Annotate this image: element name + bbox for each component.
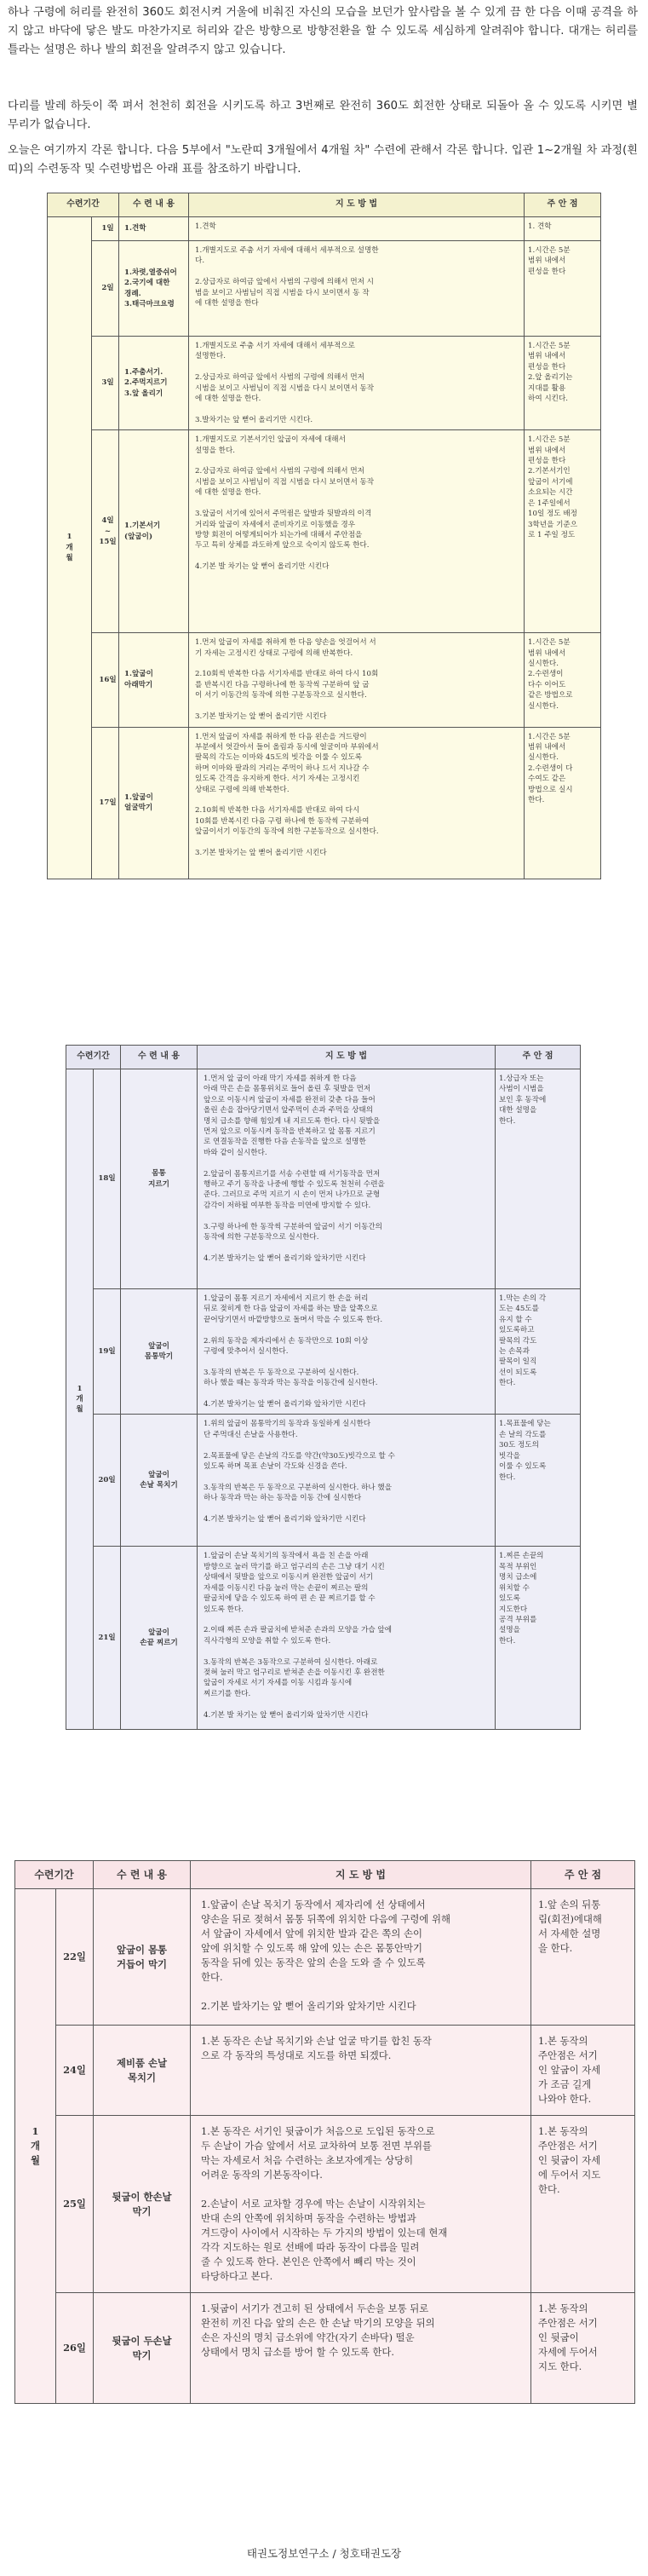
table-row xyxy=(15,2116,635,2293)
note-cell: 1.본 동작의 주안점은 서기 인 뒷굽이 자세에 두어서 지도 한다. xyxy=(531,2293,635,2404)
header-content: 수 련 내 용 xyxy=(121,1046,198,1069)
topic-cell: 뒷굽이 한손날 막기 xyxy=(94,2116,191,2293)
table-row xyxy=(15,2293,635,2404)
header-notes: 주 안 점 xyxy=(525,193,601,217)
table-row xyxy=(48,241,601,337)
header-content: 수 련 내 용 xyxy=(119,193,189,217)
topic-cell: 1.앞굽이 아래막기 xyxy=(119,633,189,727)
table-row xyxy=(66,1069,581,1289)
topic-cell: 1.앞굽이 얼굴막기 xyxy=(119,727,189,879)
method-cell: 1.뒷굽이 서기가 견고히 된 상태에서 두손을 보통 뒤로 완전히 끼진 다음 앞의 손은 한 손날 막기의 모양을 뒤의 손은 자신의 명치 급소위에 약간(자기 손바닥) 떨운 상태에서 명치 급소를 방어 할 수 있도록 한다. xyxy=(191,2293,531,2404)
day-cell: 22일 xyxy=(56,1889,94,2026)
header-period: 수련기간 xyxy=(15,1861,94,1889)
method-cell: 1.먼저 앞굽이 자세를 취하게 한 다음 왼손을 겨드랑이 부분에서 엇갈아서 들어 올림과 동시에 얼굴이마 부위에서 팔목의 각도는 이마와 45도의 빗각을 이룰 수 있도록 하며 이마와 팔과의 거리는 주먹이 하나 드서 지나갈 수 있도록 간격을 유지하게 한다. 서기 자세는 고정시킨 상태로 구령에 의해 반복한다. 2.10회씩 반복한 다음 서기자세를 반대로 하여 다시 10회를 반복시킨 다음 구령 하나에 한 동작씩 구분하여 앞굽이서기 이동간의 동작에 의한 구분동작으로 실시한다. 3.기본 발차기는 앞 뻗어 올리기만 시킨다 xyxy=(189,727,525,879)
header-period: 수련기간 xyxy=(48,193,119,217)
day-cell: 17일 xyxy=(92,727,119,879)
header-period: 수련기간 xyxy=(66,1046,121,1069)
note-cell: 1.시간은 5분 범위 내에서 편성을 한다 2.기본서기인 앞굽이 서기에 소요되는 시간 은 1주일에서 10일 정도 배정 3학년을 기준으 로 1 주일 정도 xyxy=(525,430,601,633)
topic-cell: 앞굽이 몸통 거듭어 막기 xyxy=(94,1889,191,2026)
method-cell: 1.앞굽이 손날 목치기의 동작에서 욕을 친 손을 아래 방향으로 눌러 막기를 하고 엄구리의 손은 그냥 대기 시킨 상태에서 뒷발을 앞으로 이동시켜 완전한 앞굽이 서기 자세를 이동시킨 다음 눌러 막는 손끝이 찌르는 팔의 팔굽치에 닿을 수 있도록 하여 편 손 끝 찌르기를 할 수 있도록 한다. 2.이때 찌른 손과 팔굽치에 받쳐준 손과의 모양을 가습 앞에 직사각형의 모양을 취할 수 있도록 한다. 3.동작의 반복은 3동작으로 구분하여 실시한다. 아래로 젖혀 눌러 막고 엄구리로 받쳐준 손을 이동시킨 후 완전한 앞굽이 자세로 서기 자세를 이동 시킴과 동시에 찌르기를 한다. 4.기본 발 차기는 앞 뻗어 올리기와 앞차기만 시킨다 xyxy=(198,1547,496,1730)
period-month-cell: 1 개 월 xyxy=(15,1889,56,2404)
method-cell: 1.앞굽이 손날 목치기 동작에서 제자리에 선 상태에서 양손을 뒤로 젖혀서 몸통 뒤쪽에 위치한 다음에 구령에 위해 서 앞굽이 자세에서 앞에 위치한 발과 같은 쪽의 손이 앞에 위치할 수 있도록 해 앞에 있는 손은 몸통안막기 동작을 뒤에 있는 동작은 앞의 손을 도와 줄 수 있도록 한다. 2.기본 발차기는 앞 뻗어 올리기와 앞차기만 시킨다 xyxy=(191,1889,531,2026)
note-cell: 1.시간은 5분 범위 내에서 실시한다. 2.수련생이 다 수여도 같은 방법으로 실시 한다. xyxy=(525,727,601,879)
method-cell: 1.견학 xyxy=(189,217,525,241)
intro-paragraph-3: 오늘은 여기까지 각론 합니다. 다음 5부에서 "노란띠 3개월에서 4개월 차" 수련에 관해서 각론 합니다. 입관 1~2개월 차 과정(흰띠)의 수련동작 및 수련방법은 아래 표를 참조하기 바랍니다. xyxy=(8,144,638,176)
day-cell: 1일 xyxy=(92,217,119,241)
topic-cell: 1.견학 xyxy=(119,217,189,241)
method-cell: 1.개별지도로 기본서기인 앞굽이 자세에 대해서 설명을 한다. 2.상급자로 하여금 앞에서 사범의 구령에 의해서 먼저 시범을 보이고 사범님이 직접 시범을 다시 보이면서 동작 에 대한 설명을 한다. 3.앞굽이 서기에 있어서 주먹쥠은 앞발과 뒷발과의 이격 거리와 앞굽이 자세에서 준비자기로 이동했을 경우 방향 회전이 어떻게되어가 되는가에 대해서 주안점을 두고 특히 상체를 과도하게 앞으로 숙이지 않도록 한다. 4.기본 발 차기는 앞 뻗어 올리기만 시킨다 xyxy=(189,430,525,633)
table-row xyxy=(66,1547,581,1730)
table-row xyxy=(15,2026,635,2116)
method-cell: 1.먼저 앞 굽이 아래 막기 자세를 취하게 한 다음 아래 막은 손을 몸통위치로 들어 올린 후 뒷발을 먼저 앞으로 이동시켜 앞굽이 자세를 완전히 갖춘 다음 들어 올린 손을 잡아당기면서 앞주먹이 손과 주먹을 상태의 명치 급소를 향해 힘있게 내 지르도록 한다. 다시 뒷발을 먼저 앞으로 이동시켜 동작을 반복하고 앞 몸통 지르기 로 연결동작을 진행한 다음 손동작을 앞으로 설명한 바와 같이 실시한다. 2.앞굽이 몸통지르기를 서송 수련할 때 서기동작을 먼저 행하고 주기 동작을 나중에 행할 수 있도록 천천히 수련을 준다. 그러므로 주먹 지르기 시 손이 먼저 나가므로 균형 감각이 저하될 여부한 동작을 미연에 방지할 수 있다. 3.구령 하나에 한 동작씩 구분하여 앞굽이 서기 이동간의 동작에 의한 구분동작으로 실시한다. 4.기본 발차기는 앞 뻗어 올리기와 앞차기만 시킨다 xyxy=(198,1069,496,1289)
note-cell: 1.찌른 손끝의 목적 부위인 명치 급소에 위치할 수 있도록 지도한다 공격 부위를 설명을 한다. xyxy=(496,1547,581,1730)
header-method: 지 도 방 법 xyxy=(198,1046,496,1069)
note-cell: 1.본 동작의 주안점은 서기 인 뒷굽이 자세 에 두어서 지도 한다. xyxy=(531,2116,635,2293)
day-cell: 18일 xyxy=(94,1069,121,1289)
header-notes: 주 안 점 xyxy=(496,1046,581,1069)
header-method: 지 도 방 법 xyxy=(191,1861,531,1889)
period-month-cell: 1 개 월 xyxy=(66,1069,94,1730)
header-content: 수 련 내 용 xyxy=(94,1861,191,1889)
note-cell: 1.본 동작의 주안점은 서기 인 앞굽이 자세 가 조금 길게 나와야 한다. xyxy=(531,2026,635,2116)
note-cell: 1.시간은 5분 범위 내에서 편성을 한다 2.앞 올리기는 지대를 활용 하여 시킨다. xyxy=(525,337,601,430)
training-table-3 xyxy=(14,1860,635,2404)
table-row xyxy=(48,430,601,633)
method-cell: 1.위의 앞굽이 몸통막기의 동작과 동일하게 실시한다 단 주먹대신 손날을 사용한다. 2.목표물에 닿은 손날의 각도를 약간(약30도)빗각으로 할 수 있도록 하며 목표 손날이 각도와 신경을 쓴다. 3.동작의 반복은 두 동작으로 구분하여 실시한다. 하나 했을 하나 동작과 막는 하는 동작을 이동 간에 실시한다 4.기본 발차기는 앞 뻗어 올리기와 앞차기만 시킨다 xyxy=(198,1415,496,1547)
table-row xyxy=(66,1289,581,1415)
day-cell: 25일 xyxy=(56,2116,94,2293)
note-cell: 1.시간은 5분 범위 내에서 실시한다. 2.수련생이 다수 이어도 같은 방법으로 실시한다. xyxy=(525,633,601,727)
day-cell: 16일 xyxy=(92,633,119,727)
intro-paragraph-1: 하나 구령에 허리를 완전히 360도 회전시켜 거울에 비춰진 자신의 모습을 보던가 앞사람을 볼 수 있게 끔 한 다음 이때 공격을 하지 않고 바닥에 닿은 발도 마찬가지로 허리와 같은 방향으로 방향전환을 할 수 있도록 세심하게 알려줘야 합니다. 대개는 허리를 틀라는 설명은 하나 발의 회전을 알려주지 않고 있습니다. xyxy=(8,6,638,56)
training-table-1 xyxy=(47,193,601,879)
header-method: 지 도 방 법 xyxy=(189,193,525,217)
note-cell: 1.상급자 또는 사범이 시범을 보인 후 동작에 대한 설명을 한다. xyxy=(496,1069,581,1289)
day-cell: 21일 xyxy=(94,1547,121,1730)
table-header-row xyxy=(15,1861,635,1889)
topic-cell: 1.주춤서기. 2.주먹지르기 3.앞 올리기 xyxy=(119,337,189,430)
topic-cell: 앞굽이 손날 목치기 xyxy=(121,1415,198,1547)
topic-cell: 앞굽이 몸통막기 xyxy=(121,1289,198,1415)
method-cell: 1.본 동작은 손날 목치기와 손날 얼굴 막기를 합친 동작 으로 각 동작의 특성대로 지도를 하면 되겠다. xyxy=(191,2026,531,2116)
day-cell: 4일 ~ 15일 xyxy=(92,430,119,633)
intro-paragraph-2: 다리를 발레 하듯이 쭉 펴서 천천히 회전을 시키도록 하고 3번째로 완전히 360도 회전한 상태로 되돌아 올 수 있도록 시키면 별 무리가 없습니다. xyxy=(8,100,638,131)
topic-cell: 제비품 손날 목치기 xyxy=(94,2026,191,2116)
table-header-row xyxy=(66,1046,581,1069)
table-row xyxy=(48,337,601,430)
day-cell: 2일 xyxy=(92,241,119,337)
note-cell: 1.막는 손의 각 도는 45도를 유지 할 수 있도록하고 팔목의 각도 는 손목과 팔목이 일직 선이 되도록 한다. xyxy=(496,1289,581,1415)
table-row xyxy=(15,1889,635,2026)
table-row xyxy=(48,217,601,241)
training-table-2 xyxy=(66,1045,581,1730)
note-cell: 1.시간은 5분 범위 내에서 편성을 한다 xyxy=(525,241,601,337)
day-cell: 26일 xyxy=(56,2293,94,2404)
method-cell: 1.개별지도로 주춤 서기 자세에 대해서 세부적으로 설명한다. 2.상급자로 하여금 앞에서 사범의 구령에 의해서 먼저 시범을 보이고 사범님이 직접 시범을 다시 보이면서 동작 에 대한 설명을 한다. 3.발차기는 앞 뻗어 올리기만 시킨다. xyxy=(189,337,525,430)
table-row xyxy=(48,633,601,727)
day-cell: 20일 xyxy=(94,1415,121,1547)
note-cell: 1. 견학 xyxy=(525,217,601,241)
table-row xyxy=(66,1415,581,1547)
table-header-row xyxy=(48,193,601,217)
day-cell: 3일 xyxy=(92,337,119,430)
note-cell: 1.목표물에 닿는 손 날의 각도를 30도 정도의 빗각을 이룰 수 있도록 한다. xyxy=(496,1415,581,1547)
header-notes: 주 안 점 xyxy=(531,1861,635,1889)
method-cell: 1.본 동작은 서기인 뒷굽이가 처음으로 도입된 동작으로 두 손날이 가슴 앞에서 서로 교차하여 보통 전면 부위를 막는 자세로서 처음 수련하는 초보자에게는 상당히 어려운 동작의 기본동작이다. 2.손날이 서로 교차할 경우에 막는 손날이 시작위치는 반대 손의 안쪽에 위치하며 동작을 수련하는 방법과 겨드랑이 사이에서 시작하는 두 가지의 방법이 있는데 현재 각각 지도하는 원로 선배에 따라 동작이 다름을 밀려 줄 수 있도록 한다. 본인은 안쪽에서 빼리 막는 것이 타당하다고 본다. xyxy=(191,2116,531,2293)
note-cell: 1.앞 손의 뒤통 림(회전)에대해 서 자세한 설명 을 한다. xyxy=(531,1889,635,2026)
method-cell: 1.앞굽이 몸통 지르기 자세에서 지르기 한 손을 허리 뒤로 젖히게 한 다음 앞굽이 자세를 하는 발을 앞쪽으로 끝어당기면서 바깥방향으로 돌며서 막을 수 있도록 한다. 2.위의 동작을 제자리에서 손 동작만으로 10회 이상 구령에 맞추어서 실시한다. 3.동작의 반복은 두 동작으로 구분하여 실시한다. 하나 했을 때는 동작과 막는 동작을 이동간에 실시한다. 4.기본 발차기는 앞 뻗어 올리기와 앞차기만 시킨다 xyxy=(198,1289,496,1415)
method-cell: 1.개별지도로 주춤 서기 자세에 대해서 세부적으로 설명한 다. 2.상급자로 하여금 앞에서 사범의 구령에 의해서 먼저 시 범을 보이고 사범님이 직접 시범을 다시 보이면서 동 작 에 대한 설명을 한다 xyxy=(189,241,525,337)
topic-cell: 1.차렷,열중쉬어 2.국기에 대한 경례. 3.태극마크요령 xyxy=(119,241,189,337)
period-month-cell: 1 개 월 xyxy=(48,217,92,879)
topic-cell: 몸통 지르기 xyxy=(121,1069,198,1289)
topic-cell: 앞굽이 손끝 찌르기 xyxy=(121,1547,198,1730)
page-footer: 태권도정보연구소 / 청호태권도장 xyxy=(246,2547,402,2560)
method-cell: 1.먼저 앞굽이 자세를 취하게 한 다음 양손을 엇걸어서 서 기 자세는 고정시킨 상태로 구령에 의해 반복한다. 2.10회씩 반복한 다음 서기자세를 반대로 하여 다시 10회 를 반복시킨 다음 구령하나에 한 동작씩 구분하여 앞 굽 이 서기 이동간의 동작에 의한 구분동작으로 실시한다. 3.기본 발차기는 앞 뻗어 올리기만 시킨다 xyxy=(189,633,525,727)
table-row xyxy=(48,727,601,879)
topic-cell: 뒷굽이 두손날 막기 xyxy=(94,2293,191,2404)
day-cell: 24일 xyxy=(56,2026,94,2116)
day-cell: 19일 xyxy=(94,1289,121,1415)
topic-cell: 1.기본서기 (앞굽이) xyxy=(119,430,189,633)
